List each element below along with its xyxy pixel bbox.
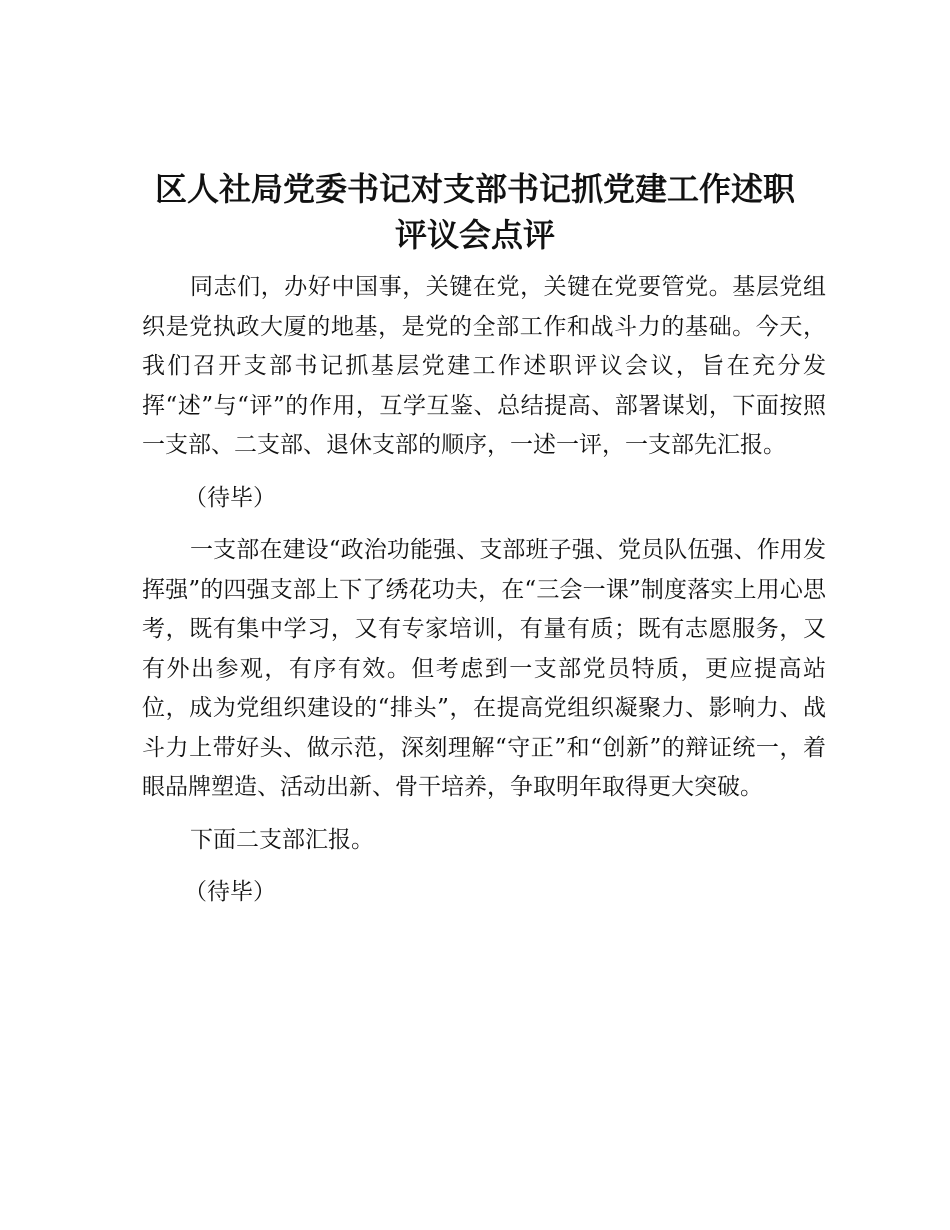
pending-note-2: （待毕）	[184, 879, 276, 905]
pending-note-1: （待毕）	[184, 484, 276, 511]
title-line-2: 评议会点评	[394, 216, 555, 254]
branch-two-intro: 下面二支部汇报。	[190, 826, 374, 853]
document-body	[142, 268, 826, 926]
title-line-1: 区人社局党委书记对支部书记抓党建工作述职	[154, 170, 795, 208]
opening-paragraph: 同志们，办好中国事，关键在党，关键在党要管党。基层党组织是党执政大厦的地基，是党的全部工作和战斗力的基础。今天，我们召开支部书记抓基层党建工作述职评议会议，旨在充分发挥“述”与“评”的作用，互学互鉴、总结提高、部署谋划，下面按照一支部、二支部、退休支部的顺序，一述一评，一支部先汇报。	[142, 274, 826, 458]
branch-one-comment: 一支部在建设“政治功能强、支部班子强、党员队伍强、作用发挥强”的四强支部上下了绣花功夫，在“三会一课”制度落实上用心思考，既有集中学习，又有专家培训，有量有质；既有志愿服务，又有外出参观，有序有效。但考虑到一支部党员特质，更应提高站位，成为党组织建设的“排头”，在提高党组织凝聚力、影响力、战斗力上带好头、做示范，深刻理解“守正”和“创新”的辩证统一，着眼品牌塑造、活动出新、骨干培养，争取明年取得更大突破。	[142, 537, 826, 800]
document-title	[120, 166, 830, 258]
